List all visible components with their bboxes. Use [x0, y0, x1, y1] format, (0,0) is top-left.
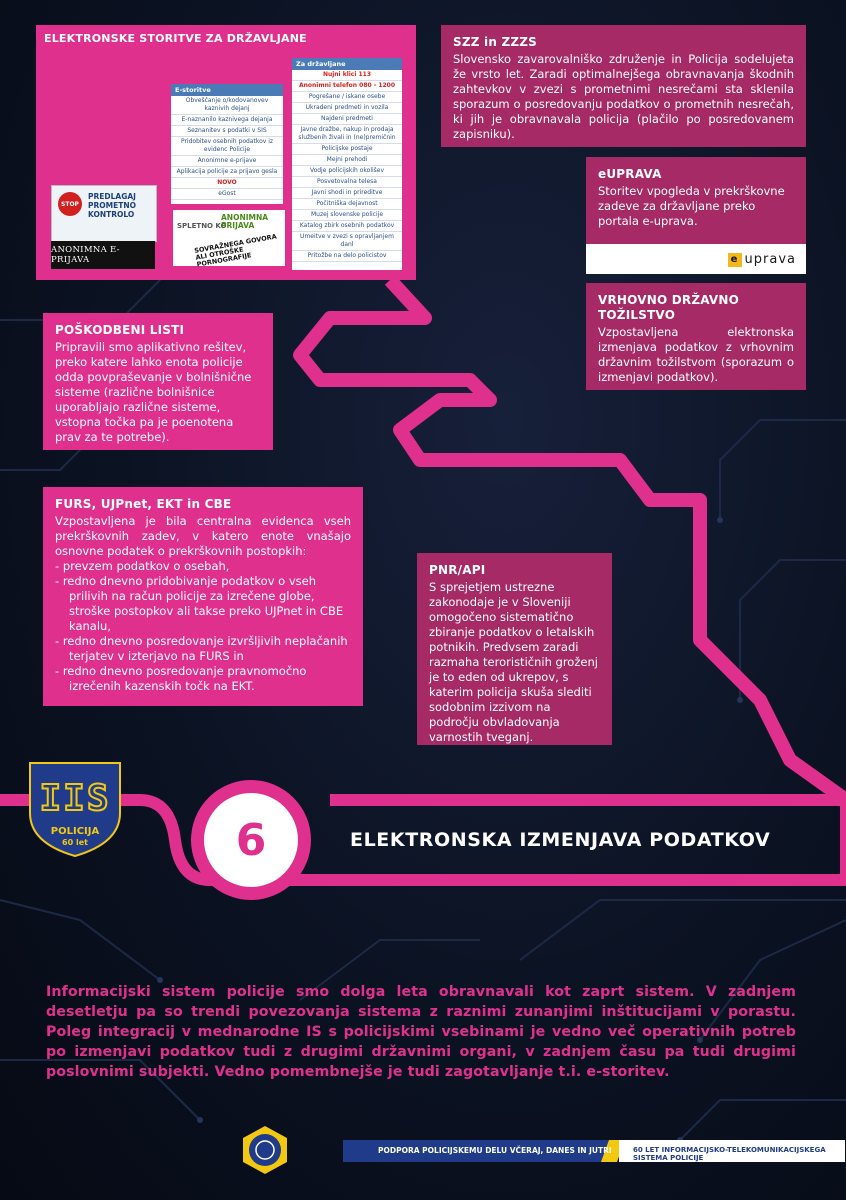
furs-list-item: - redno dnevno posredovanje izvršljivih neplačanih terjatev v izterjavo na FURS in [55, 634, 351, 664]
zd-item[interactable]: Muzej slovenske policije [292, 210, 402, 221]
police-its-badge [20, 758, 130, 858]
zd-item[interactable]: Katalog zbirk osebnih podatkov [292, 221, 402, 232]
euprava-title: eUPRAVA [598, 167, 662, 181]
zd-item[interactable]: Posvetovalna telesa [292, 177, 402, 188]
police-emblem-icon [240, 1125, 290, 1175]
estoritve-item[interactable]: Pridobitev osebnih podatkov iz evidenc Policije [171, 137, 283, 156]
zd-item[interactable]: Počitniška dejavnost [292, 199, 402, 210]
euprava-panel [586, 157, 806, 274]
zd-item[interactable]: Policijske postaje [292, 144, 402, 155]
spletno-oko-banner[interactable] [173, 210, 285, 269]
zd-item[interactable]: Najdeni predmeti [292, 114, 402, 125]
zd-item[interactable]: Vodje policijskih okolišev [292, 166, 402, 177]
furs-list-item: - redno dnevno pridobivanje podatkov o vseh prilivih na račun policije za izrečene globe, stroške postopkov ali takse preko UJPnet in CBE kanalu, [55, 574, 351, 634]
furs-title: FURS, UJPnet, EKT in CBE [55, 497, 232, 511]
estoritve-new-badge: NOVO [171, 178, 283, 189]
euprava-logo-text: uprava [744, 252, 796, 267]
estoritve-header: E-storitve [171, 84, 283, 96]
szz-title: SZZ in ZZZS [453, 35, 538, 49]
szz-panel [441, 25, 806, 147]
estoritve-item[interactable]: E-naznanilo kaznivega dejanja [171, 115, 283, 126]
section-title: ELEKTRONSKA IZMENJAVA PODATKOV [350, 829, 771, 851]
poskodbeni-title: POŠKODBENI LISTI [55, 323, 185, 337]
vrhovno-title: VRHOVNO DRŽAVNO TOŽILSTVO [598, 293, 740, 322]
emergency-number[interactable]: Nujni klici 113 [292, 70, 402, 81]
poskodbeni-panel [43, 313, 273, 450]
vrhovno-text: Vzpostavljena elektronska izmenjava podatkov z vrhovnim državnim tožilstvom (sporazum o izmenjavi podatkov). [598, 325, 794, 384]
anonymous-phone[interactable]: Anonimni telefon 080 - 1200 [292, 81, 402, 92]
section-number: 6 [204, 793, 298, 887]
furs-panel [43, 487, 363, 706]
euprava-logo-mark: e [728, 253, 742, 267]
spletno-oko-logo: SPLETNO KO [177, 222, 227, 230]
pnr-text: S sprejetjem ustrezne zakonodaje je v Sloveniji omogočeno sistematično zbiranje podatkov o letalskih potnikih. Predvsem zaradi razmaha terorističnih groženj je to eden od ukrepov, s katerim policija skuša slediti sodobnim izzivom na področju obvladovanja varnostih tveganj. [429, 580, 598, 744]
euprava-logo-bar[interactable] [586, 244, 806, 274]
vrhovno-panel [586, 283, 806, 390]
estoritve-item[interactable]: eGost [171, 189, 283, 200]
furs-list [55, 559, 351, 694]
zadrzavljane-list [292, 58, 402, 270]
intro-paragraph: Informacijski sistem policije smo dolga leta obravnavali kot zaprt sistem. V zadnjem desetletju pa so trendi povezovanja sistema z raznimi zunanjimi inštitucijami v porastu. Poleg integracij v mednarodne IS s policijskimi vsebinami je vedno več operativnih potreb po izmenjavi podatkov tudi z drugimi državnimi organi, v zadnjem času pa tudi drugimi poslovnimi subjekti. Vedno pomembnejše je tudi zagotavljanje t.i. e-storitev. [46, 984, 796, 1080]
estoritve-item[interactable]: Obveščanje o/kodovanovev kaznivih dejanj [171, 96, 283, 115]
euprava-logo [728, 252, 796, 267]
estoritve-item[interactable]: Seznanitev s podatki v SIS [171, 126, 283, 137]
poskodbeni-text: Pripravili smo aplikativno rešitev, preko katere lahko enota policije odda povpraševanje v bolnišnične sisteme (različne bolnišnice uporabljajo različne sisteme, vstopna točka pa je poenotena prav za te potrebe). [55, 340, 252, 444]
badge-letters: IIS [39, 778, 111, 819]
zd-item[interactable]: Pritožbe na delo policistov [292, 251, 402, 262]
stop-sign-icon: STOP [58, 192, 82, 216]
anonymous-report-banner[interactable]: ANONIMNA E-PRIJAVA [51, 241, 155, 269]
zd-item[interactable]: Pogrešane / iskane osebe [292, 92, 402, 103]
furs-list-item: - redno dnevno posredovanje pravnomočno izrečenih kazenskih točk na EKT. [55, 664, 351, 694]
estoritve-item[interactable]: Aplikacija policije za prijavo gesla [171, 167, 283, 178]
traffic-control-banner[interactable] [51, 185, 157, 242]
furs-intro: Vzpostavljena je bila centralna evidenca vseh prekrškovnih zadev, v katero enote vnašajo osnovne podatek o prekrškovnih postopkih: [55, 514, 351, 558]
footer-strip [343, 1140, 845, 1162]
footer-left-text: PODPORA POLICIJSKEMU DELU VČERAJ, DANES IN JUTRI [378, 1146, 612, 1155]
spletno-oko-subtitle: SOVRAŽNEGA GOVORA ALI OTROŠKE PORNOGRAFIJE [193, 232, 278, 269]
zadrzavljane-header: Za državljane [292, 58, 402, 70]
zd-item[interactable]: Mejni prehodi [292, 155, 402, 166]
euprava-text: Storitev vpogleda v prekrškovne zadeve za državljane preko portala e-uprava. [598, 184, 785, 228]
pnr-title: PNR/API [429, 563, 486, 577]
furs-list-item: - prevzem podatkov o osebah, [55, 559, 351, 574]
badge-years: 60 let [62, 838, 88, 847]
zd-item[interactable]: Javni shodi in prireditve [292, 188, 402, 199]
eservices-title: ELEKTRONSKE STORITVE ZA DRŽAVLJANE [44, 32, 307, 45]
zd-item[interactable]: Umeitve v zvezi s opravljanjem danl [292, 232, 402, 251]
footer-right-text: 60 LET INFORMACIJSKO-TELEKOMUNIKACIJSKEGA SISTEMA POLICIJE [633, 1146, 826, 1162]
pnr-panel [417, 553, 612, 745]
zd-item[interactable]: Ukradeni predmeti in vozila [292, 103, 402, 114]
szz-text: Slovensko zavarovalniško združenje in Policija sodelujeta že vrsto let. Zaradi optimalnejšega obravnavanja škodnih zahtevkov v zvezi s prometnimi nesrečami sta sklenila sporazum o posredovanju podatkov o prometnih nesrečah, ki jih je obravnavala policija (plačilo po posredovanem zapisniku). [453, 52, 794, 141]
estoritve-item[interactable]: Anonimne e-prijave [171, 156, 283, 167]
estoritve-list [171, 84, 283, 204]
traffic-control-text: PREDLAGAJ PROMETNO KONTROLO [88, 192, 137, 219]
badge-org: POLICIJA [50, 826, 100, 837]
zd-item[interactable]: Javne dražbe, nakup in prodaja službenih živali in (ne)premičnin [292, 125, 402, 144]
section-number-circle [191, 780, 311, 900]
spletno-oko-title: ANONIMNA PRIJAVA [221, 213, 269, 230]
